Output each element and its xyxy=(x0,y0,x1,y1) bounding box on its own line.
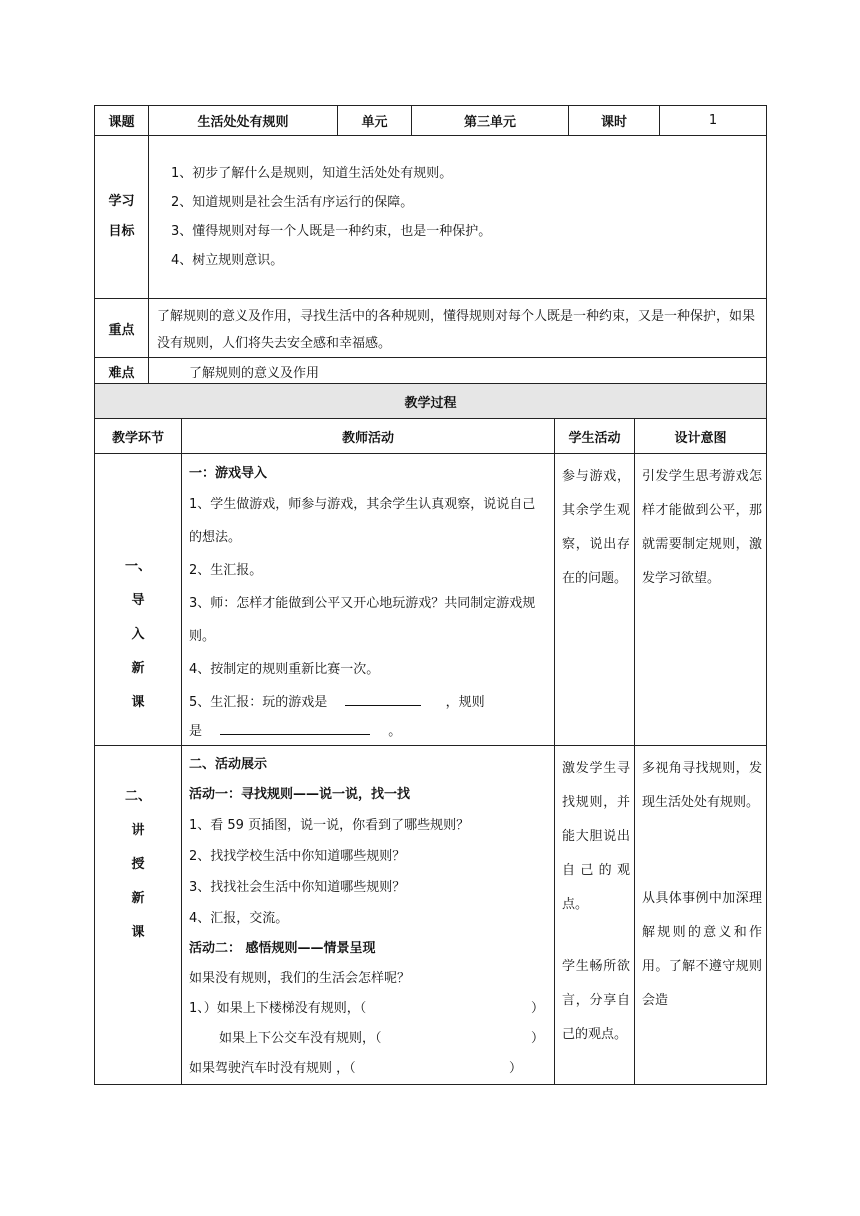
goal-item: 4、树立规则意识。 xyxy=(171,253,284,268)
col-header-stage: 教学环节 xyxy=(95,419,182,454)
activity-line: 2、生汇报。 xyxy=(189,563,263,578)
report-line: 5、生汇报：玩的游戏是 ，规则 xyxy=(189,686,548,719)
col-header-teacher: 教师活动 xyxy=(182,419,555,454)
col-header-design: 设计意图 xyxy=(635,419,767,454)
blank-game[interactable] xyxy=(345,691,421,706)
section-heading: 二、活动展示 xyxy=(189,757,268,772)
activity-line: 3、找找社会生活中你知道哪些规则？ xyxy=(189,880,406,895)
design-intent-intro: 引发学生思考游戏怎样才能做到公平，那就需要制定规则，激发学习欲望。 xyxy=(635,454,767,746)
key-point-text: 了解规则的意义及作用，寻找生活中的各种规则，懂得规则对每个人既是一种约束，又是一种保护，如果没有规则，人们将失去安全感和幸福感。 xyxy=(149,299,767,358)
teacher-activity-teach xyxy=(182,746,555,1085)
topic-label: 课题 xyxy=(95,106,149,136)
key-point-label: 重点 xyxy=(95,299,149,358)
unit-value: 第三单元 xyxy=(412,106,569,136)
activity-one-title: 活动一：寻找规则——说一说，找一找 xyxy=(189,787,411,802)
section-heading: 一：游戏导入 xyxy=(189,466,268,481)
difficulty-label: 难点 xyxy=(95,358,149,386)
student-activity-teach: 激发学生寻找规则，并能大胆说出自己的观点。 学生畅所欲言，分享自己的观点。 xyxy=(555,746,635,1085)
goal-item: 1、初步了解什么是规则，知道生活处处有规则。 xyxy=(171,166,453,181)
scenario-line: 1、）如果上下楼梯没有规则，（ ） xyxy=(189,1001,545,1016)
process-title: 教学过程 xyxy=(95,384,767,419)
col-header-student: 学生活动 xyxy=(555,419,635,454)
goal-item: 2、知道规则是社会生活有序运行的保障。 xyxy=(171,195,414,210)
lesson-header-table xyxy=(94,105,767,386)
scenario-line: 如果驾驶汽车时没有规则 ，（ ） xyxy=(189,1061,523,1076)
student-activity-intro: 参与游戏，其余学生观察，说出存在的问题。 xyxy=(555,454,635,746)
goals-label: 学习 目标 xyxy=(95,136,149,299)
activity-line: 2、找找学校生活中你知道哪些规则？ xyxy=(189,849,406,864)
activity-line: 1、看 59 页插图，说一说，你看到了哪些规则？ xyxy=(189,818,470,833)
activity-line: 3、师：怎样才能做到公平又开心地玩游戏？共同制定游戏规则。 xyxy=(189,596,536,644)
design-intent-teach: 多视角寻找规则，发现生活处处有规则。 从具体事例中加深理解规则的意义和作用。了解不遵守规则会造 xyxy=(635,746,767,1085)
stage-teach: 二、 讲 授 新 课 xyxy=(95,746,182,1085)
blank-rule[interactable] xyxy=(220,720,370,735)
teacher-activity-intro xyxy=(182,454,555,746)
activity-line: 1、学生做游戏，师参与游戏，其余学生认真观察，说说自己的想法。 xyxy=(189,497,536,545)
goals-list xyxy=(149,136,767,299)
difficulty-text: 了解规则的意义及作用 xyxy=(149,358,767,386)
activity-line: 如果没有规则，我们的生活会怎样呢？ xyxy=(189,971,411,986)
activity-two-title: 活动二： 感悟规则——情景呈现 xyxy=(189,941,376,956)
unit-label: 单元 xyxy=(338,106,412,136)
period-label: 课时 xyxy=(569,106,660,136)
goal-item: 3、懂得规则对每一个人既是一种约束，也是一种保护。 xyxy=(171,224,492,239)
topic-value: 生活处处有规则 xyxy=(149,106,338,136)
period-value: 1 xyxy=(660,106,767,136)
activity-line: 4、汇报，交流。 xyxy=(189,911,289,926)
scenario-line: 如果上下公交车没有规则，（ ） xyxy=(219,1031,545,1046)
report-line-2: 是 。 xyxy=(189,719,548,745)
stage-intro: 一、 导 入 新 课 xyxy=(95,454,182,746)
activity-line: 4、按制定的规则重新比赛一次。 xyxy=(189,662,380,677)
teaching-process-table xyxy=(94,383,767,1085)
